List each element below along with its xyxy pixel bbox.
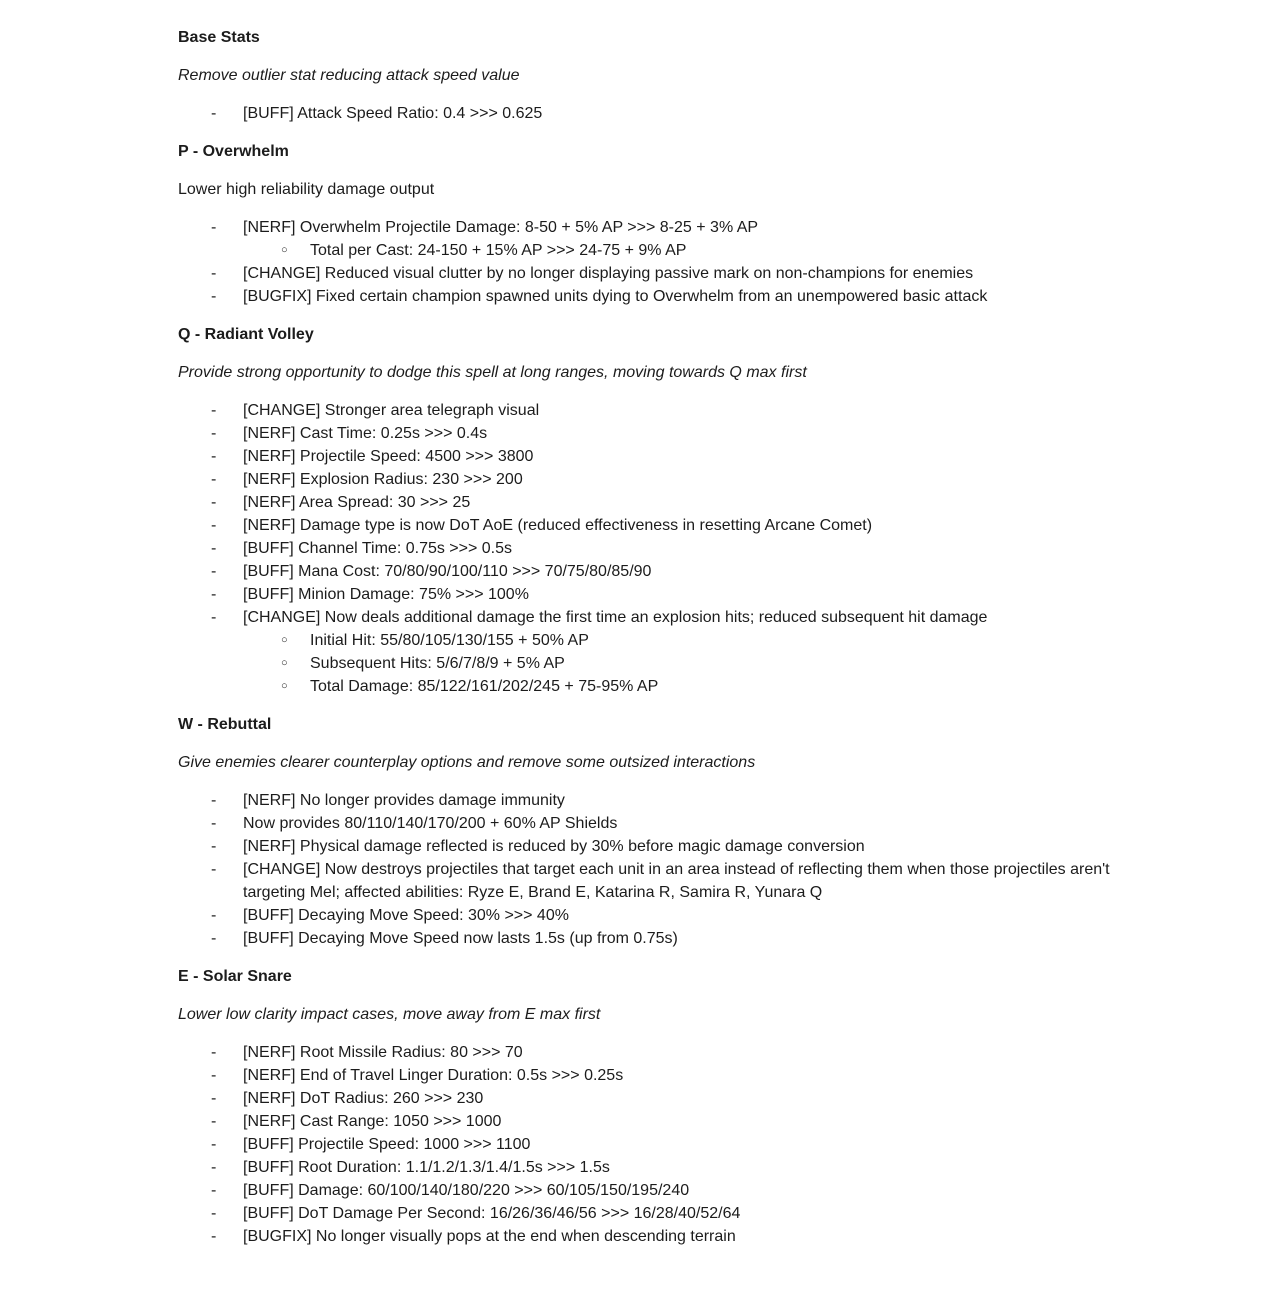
list-item (178, 262, 1123, 285)
dash-bullet-icon: - (211, 265, 217, 282)
section-description: Remove outlier stat reducing attack speed value (178, 67, 520, 84)
item-text: [NERF] Cast Time: 0.25s >>> 0.4s (243, 425, 488, 442)
section-heading: Q - Radiant Volley (178, 326, 314, 343)
list-item (178, 927, 1123, 950)
item-text: Total per Cast: 24-150 + 15% AP >>> 24-75 + 9% AP (310, 242, 687, 259)
list-item (178, 1202, 1123, 1225)
section-heading: E - Solar Snare (178, 968, 292, 985)
change-list (178, 1041, 1123, 1248)
dash-bullet-icon: - (211, 517, 217, 534)
item-text: [NERF] Root Missile Radius: 80 >>> 70 (243, 1044, 523, 1061)
item-text: [BUFF] Root Duration: 1.1/1.2/1.3/1.4/1.5s >>> 1.5s (243, 1159, 610, 1176)
list-item (178, 1179, 1123, 1202)
section-description: Give enemies clearer counterplay options and remove some outsized interactions (178, 754, 756, 771)
dash-bullet-icon: - (211, 1067, 217, 1084)
dash-bullet-icon: - (211, 288, 217, 305)
section-e-solar-snare (178, 965, 1150, 1248)
item-text: [BUFF] Mana Cost: 70/80/90/100/110 >>> 70/75/80/85/90 (243, 563, 652, 580)
item-text: [CHANGE] Now destroys projectiles that target each unit in an area instead of reflecting them when those projectiles aren't targeting Mel; affected abilities: Ryze E, Brand E, Katarina R, Samira R, Yunara Q (243, 861, 1110, 901)
item-text: [BUFF] Attack Speed Ratio: 0.4 >>> 0.625 (243, 105, 543, 122)
list-item (178, 835, 1123, 858)
item-text: [BUFF] DoT Damage Per Second: 16/26/36/46/56 >>> 16/28/40/52/64 (243, 1205, 741, 1222)
section-base-stats (178, 26, 1150, 125)
circle-bullet-icon: ○ (281, 680, 288, 692)
list-item (178, 285, 1123, 308)
list-item (178, 1133, 1123, 1156)
dash-bullet-icon: - (211, 1182, 217, 1199)
list-item (178, 422, 1123, 445)
dash-bullet-icon: - (211, 815, 217, 832)
item-text: [BUFF] Decaying Move Speed now lasts 1.5s (up from 0.75s) (243, 930, 678, 947)
list-item (178, 468, 1123, 491)
list-item (178, 445, 1123, 468)
change-list (178, 399, 1123, 698)
list-item (178, 789, 1123, 812)
item-text: [CHANGE] Now deals additional damage the first time an explosion hits; reduced subsequent hit damage (243, 609, 988, 626)
list-item (178, 537, 1123, 560)
section-description: Lower low clarity impact cases, move away from E max first (178, 1006, 601, 1023)
item-text: [NERF] Projectile Speed: 4500 >>> 3800 (243, 448, 534, 465)
dash-bullet-icon: - (211, 494, 217, 511)
item-text: [BUFF] Channel Time: 0.75s >>> 0.5s (243, 540, 513, 557)
list-item (178, 1064, 1123, 1087)
dash-bullet-icon: - (211, 471, 217, 488)
dash-bullet-icon: - (211, 1090, 217, 1107)
circle-bullet-icon: ○ (281, 634, 288, 646)
dash-bullet-icon: - (211, 425, 217, 442)
section-p-overwhelm (178, 140, 1150, 308)
list-item (178, 1225, 1123, 1248)
dash-bullet-icon: - (211, 907, 217, 924)
item-text: [NERF] Damage type is now DoT AoE (reduced effectiveness in resetting Arcane Comet) (243, 517, 873, 534)
item-text: [NERF] End of Travel Linger Duration: 0.5s >>> 0.25s (243, 1067, 624, 1084)
section-heading: Base Stats (178, 29, 260, 46)
dash-bullet-icon: - (211, 609, 217, 626)
list-item (178, 606, 1123, 629)
list-item (178, 399, 1123, 422)
list-item (178, 1156, 1123, 1179)
list-item (178, 560, 1123, 583)
list-item (178, 858, 1123, 904)
item-text: [NERF] Area Spread: 30 >>> 25 (243, 494, 471, 511)
dash-bullet-icon: - (211, 540, 217, 557)
dash-bullet-icon: - (211, 861, 217, 878)
item-text: [NERF] DoT Radius: 260 >>> 230 (243, 1090, 484, 1107)
item-text: [CHANGE] Stronger area telegraph visual (243, 402, 540, 419)
list-item (178, 1041, 1123, 1064)
section-q-radiant-volley (178, 323, 1150, 698)
item-text: Subsequent Hits: 5/6/7/8/9 + 5% AP (310, 655, 565, 672)
item-text: Total Damage: 85/122/161/202/245 + 75-95% AP (310, 678, 659, 695)
list-item (178, 1087, 1123, 1110)
list-item (178, 102, 1123, 125)
list-item (178, 216, 1123, 239)
item-text: [BUFF] Projectile Speed: 1000 >>> 1100 (243, 1136, 531, 1153)
list-item (178, 239, 1123, 262)
change-list (178, 102, 1123, 125)
dash-bullet-icon: - (211, 105, 217, 122)
list-item (178, 514, 1123, 537)
item-text: [NERF] Physical damage reflected is reduced by 30% before magic damage conversion (243, 838, 865, 855)
item-text: [BUFF] Decaying Move Speed: 30% >>> 40% (243, 907, 569, 924)
list-item (178, 583, 1123, 606)
dash-bullet-icon: - (211, 448, 217, 465)
dash-bullet-icon: - (211, 838, 217, 855)
item-text: [NERF] Overwhelm Projectile Damage: 8-50 + 5% AP >>> 8-25 + 3% AP (243, 219, 759, 236)
dash-bullet-icon: - (211, 1205, 217, 1222)
dash-bullet-icon: - (211, 219, 217, 236)
circle-bullet-icon: ○ (281, 244, 288, 256)
circle-bullet-icon: ○ (281, 657, 288, 669)
dash-bullet-icon: - (211, 402, 217, 419)
section-description: Lower high reliability damage output (178, 181, 435, 198)
list-item (178, 675, 1123, 698)
item-text: [NERF] No longer provides damage immunity (243, 792, 565, 809)
dash-bullet-icon: - (211, 586, 217, 603)
dash-bullet-icon: - (211, 792, 217, 809)
list-item (178, 491, 1123, 514)
section-heading: P - Overwhelm (178, 143, 289, 160)
item-text: Now provides 80/110/140/170/200 + 60% AP Shields (243, 815, 618, 832)
dash-bullet-icon: - (211, 930, 217, 947)
item-text: [BUFF] Minion Damage: 75% >>> 100% (243, 586, 529, 603)
list-item (178, 812, 1123, 835)
item-text: [BUGFIX] Fixed certain champion spawned units dying to Overwhelm from an unempowered basic attack (243, 288, 988, 305)
list-item (178, 1110, 1123, 1133)
dash-bullet-icon: - (211, 1113, 217, 1130)
section-heading: W - Rebuttal (178, 716, 272, 733)
item-text: [NERF] Cast Range: 1050 >>> 1000 (243, 1113, 502, 1130)
section-w-rebuttal (178, 713, 1150, 950)
list-item (178, 629, 1123, 652)
dash-bullet-icon: - (211, 1136, 217, 1153)
item-text: [NERF] Explosion Radius: 230 >>> 200 (243, 471, 523, 488)
list-item (178, 652, 1123, 675)
dash-bullet-icon: - (211, 1159, 217, 1176)
item-text: [CHANGE] Reduced visual clutter by no longer displaying passive mark on non-champions for enemies (243, 265, 974, 282)
change-list (178, 216, 1123, 308)
item-text: [BUGFIX] No longer visually pops at the end when descending terrain (243, 1228, 736, 1245)
item-text: Initial Hit: 55/80/105/130/155 + 50% AP (310, 632, 589, 649)
list-item (178, 904, 1123, 927)
dash-bullet-icon: - (211, 563, 217, 580)
dash-bullet-icon: - (211, 1044, 217, 1061)
change-list (178, 789, 1123, 950)
item-text: [BUFF] Damage: 60/100/140/180/220 >>> 60/105/150/195/240 (243, 1182, 690, 1199)
section-description: Provide strong opportunity to dodge this spell at long ranges, moving towards Q max first (178, 364, 807, 381)
dash-bullet-icon: - (211, 1228, 217, 1245)
